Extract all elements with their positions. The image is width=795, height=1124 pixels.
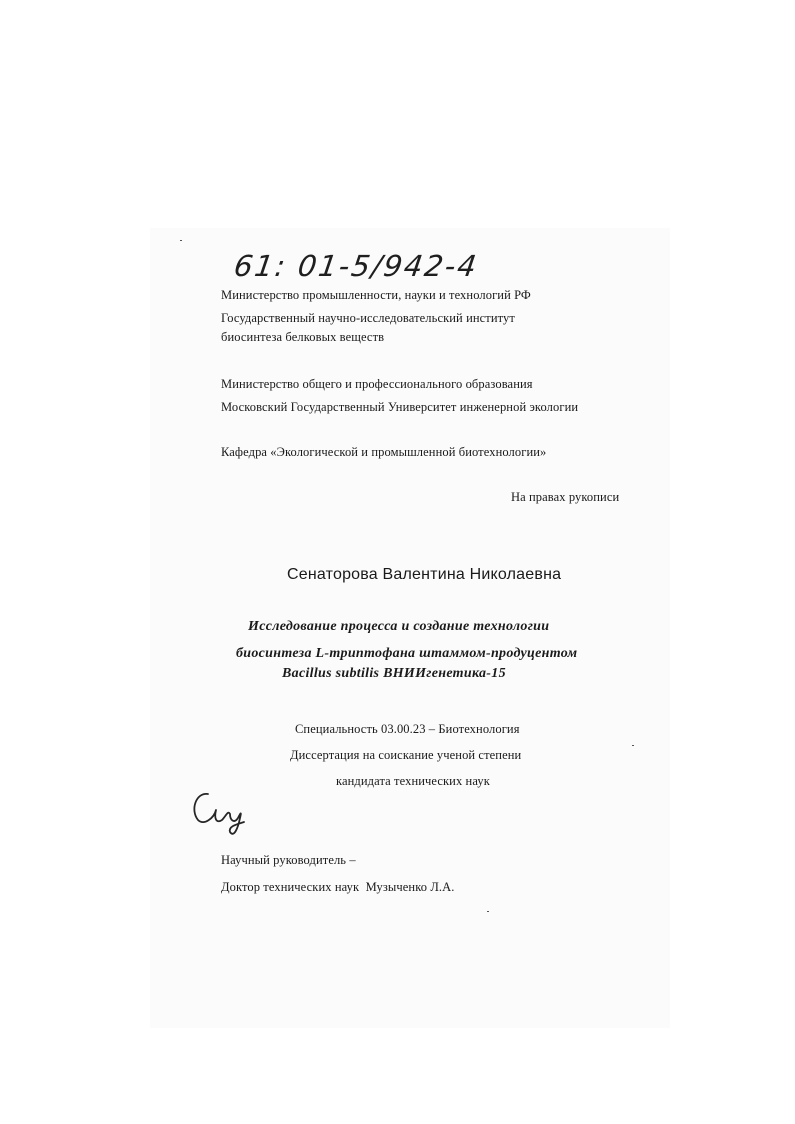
dissertation-line-1: Диссертация на соискание ученой степени bbox=[290, 748, 522, 762]
department-line: Кафедра «Экологической и промышленной биотехнологии» bbox=[221, 445, 547, 459]
supervisor-name: Доктор технических наук Музыченко Л.А. bbox=[221, 880, 455, 894]
university-line: Московский Государственный Университет инженерной экологии bbox=[221, 400, 579, 414]
institute-line-1: Государственный научно-исследовательский институт bbox=[221, 311, 515, 325]
specialty-line: Специальность 03.00.23 – Биотехнология bbox=[295, 722, 520, 736]
ministry-line: Министерство промышленности, науки и технологий РФ bbox=[221, 288, 531, 302]
title-line-3: Bacillus subtilis ВНИИгенетика-15 bbox=[282, 666, 506, 681]
handwritten-catalog-number bbox=[232, 240, 512, 290]
handwritten-signature bbox=[186, 780, 256, 840]
scan-speck bbox=[180, 240, 182, 241]
title-line-2: биосинтеза L-триптофана штаммом-продуцентом bbox=[236, 646, 578, 661]
ministry-education-line: Министерство общего и профессионального образования bbox=[221, 377, 533, 391]
dissertation-line-2: кандидата технических наук bbox=[336, 774, 490, 788]
institute-line-2: биосинтеза белковых веществ bbox=[221, 330, 385, 344]
manuscript-note: На правах рукописи bbox=[511, 490, 620, 504]
supervisor-label: Научный руководитель – bbox=[221, 853, 356, 867]
handwritten-number-text: 61: 01-5/942-4 bbox=[232, 249, 481, 283]
author-name: Сенаторова Валентина Николаевна bbox=[287, 566, 562, 583]
scan-speck bbox=[632, 745, 634, 746]
scan-speck bbox=[487, 911, 489, 912]
title-line-1: Исследование процесса и создание технологии bbox=[248, 619, 550, 634]
